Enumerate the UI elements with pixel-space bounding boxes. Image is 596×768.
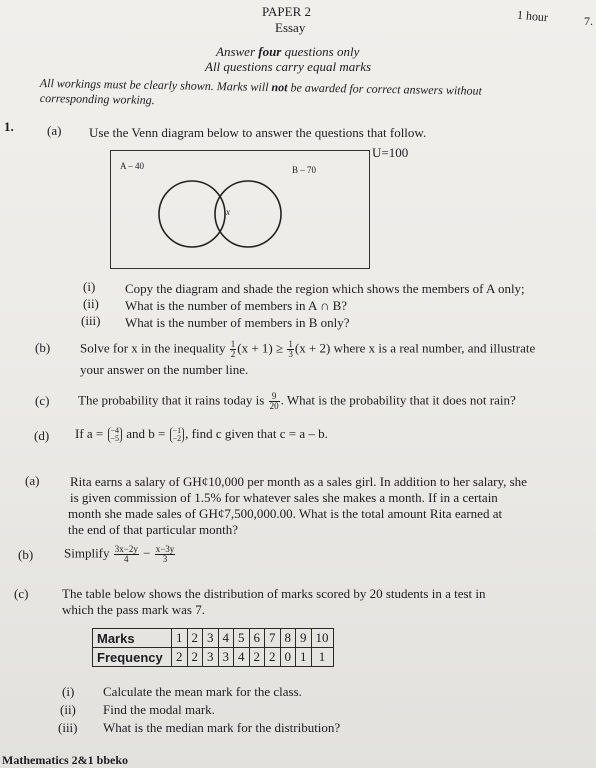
q2c-part-iii-text: What is the median mark for the distribution? (103, 720, 341, 735)
marks-cell-1: 1 (172, 629, 188, 648)
q2a-line3: month she made sales of GH¢7,500,000.00. What is the total amount Rita earned at (68, 506, 503, 521)
q2a-label: (a) (25, 473, 40, 488)
frequency-cell-1: 2 (172, 648, 188, 667)
duration: 1 hour (516, 7, 549, 25)
marks-cell-7: 7 (265, 629, 281, 648)
q1a-part-ii-label: (ii) (83, 296, 99, 311)
q2a-line1: Rita earns a salary of GH¢10,000 per month as a sales girl. In addition to her salary, she (70, 474, 527, 489)
q2c-part-i-label: (i) (62, 684, 75, 699)
q1a-part-iii-label: (iii) (81, 313, 101, 328)
equal-marks-instruction: All questions carry equal marks (205, 59, 372, 74)
q2c-part-i-text: Calculate the mean mark for the class. (103, 684, 302, 699)
q2c-line2: which the pass mark was 7. (62, 602, 205, 617)
q2a-line2: is given commission of 1.5% for whatever sales she makes a month. If in a certain (70, 490, 498, 505)
q2b-text: Simplify $\frac{3x-2y}{4}$ − $\frac{x-3y}{3}$ (64, 544, 175, 564)
universal-set-rectangle (111, 151, 370, 269)
set-a-label: A – 40 (120, 161, 145, 171)
q2c-part-ii-label: (ii) (60, 702, 76, 717)
paper-type: Essay (275, 20, 306, 35)
q1a-part-i-label: (i) (83, 279, 96, 294)
q2c-label: (c) (14, 586, 29, 601)
q1a-prompt: Use the Venn diagram below to answer the questions that follow. (89, 125, 427, 140)
frequency-cell-5: 4 (234, 648, 250, 667)
frequency-cell-10: 1 (311, 648, 333, 667)
q2a-line4: the end of that particular month? (68, 522, 239, 537)
q1a-part-iii-text: What is the number of members in B only? (125, 315, 350, 330)
q1a-part-i-text: Copy the diagram and shade the region which shows the members of A only; (125, 281, 525, 296)
marks-cell-4: 4 (218, 629, 234, 648)
q1c-label: (c) (35, 393, 50, 408)
marks-cell-10: 10 (311, 629, 333, 648)
frequency-header: Frequency (93, 648, 172, 667)
frequency-cell-7: 2 (265, 648, 281, 667)
paper-title: PAPER 2 (262, 4, 312, 19)
marks-frequency-table (92, 628, 334, 667)
workings-instruction-line2: corresponding working. (39, 91, 155, 108)
q1b-inequality: Solve for x in the inequality $\frac{1}{2}$ (x + 1) ≥ $\frac{1}{3}$ (x + 2) where x is a real number, and illustrate (80, 339, 536, 359)
answer-instruction: Answer four questions only (216, 44, 360, 59)
page-number: 7. (584, 14, 593, 28)
marks-cell-6: 6 (249, 629, 265, 648)
q1a-label: (a) (47, 123, 62, 138)
marks-cell-5: 5 (234, 629, 250, 648)
set-b-label: B – 70 (292, 165, 317, 175)
q2c-part-ii-text: Find the modal mark. (103, 702, 215, 717)
venn-diagram (110, 150, 370, 270)
frequency-cell-3: 3 (203, 648, 219, 667)
q1a-part-ii-text: What is the number of members in A ∩ B? (125, 298, 348, 313)
footer-text: Mathematics 2&1 bbeko (2, 753, 128, 767)
workings-instruction-line1: All workings must be clearly shown. Marks will not be awarded for correct answers without (39, 76, 483, 98)
marks-header: Marks (93, 629, 172, 648)
intersection-label: x (226, 207, 230, 217)
frequency-cell-6: 2 (249, 648, 265, 667)
marks-cell-8: 8 (280, 629, 296, 648)
q1c-text: The probability that it rains today is $\frac{9}{20}$ . What is the probability that it does not rain? (78, 391, 516, 411)
marks-cell-9: 9 (296, 629, 312, 648)
frequency-row (93, 648, 334, 667)
frequency-cell-9: 1 (296, 648, 312, 667)
universal-set-label: U=100 (372, 145, 409, 160)
question-1-number: 1. (4, 119, 14, 134)
q1b-line2: your answer on the number line. (80, 362, 249, 377)
frequency-cell-2: 2 (187, 648, 203, 667)
q1d-label: (d) (34, 428, 50, 443)
q2b-label: (b) (18, 547, 34, 562)
q1d-text: If a = −4 −5 and b = −1 −2 , find c given that c = a – b. (75, 426, 328, 444)
q2c-part-iii-label: (iii) (58, 720, 78, 735)
frequency-cell-4: 3 (218, 648, 234, 667)
marks-cell-2: 2 (187, 629, 203, 648)
marks-row (93, 629, 334, 648)
frequency-cell-8: 0 (280, 648, 296, 667)
marks-cell-3: 3 (203, 629, 219, 648)
q2c-line1: The table below shows the distribution of marks scored by 20 students in a test in (62, 586, 486, 601)
q1b-label: (b) (35, 340, 51, 355)
